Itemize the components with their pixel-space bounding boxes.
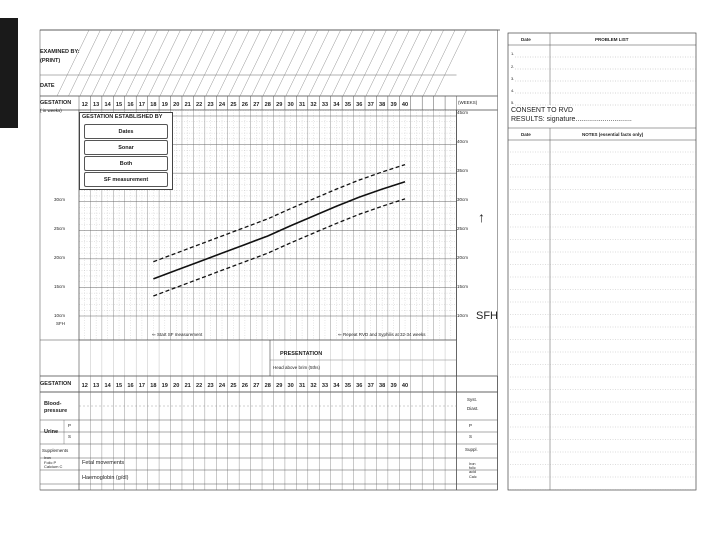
right-scale-30: 30cm bbox=[457, 197, 469, 202]
header-hatch bbox=[137, 30, 169, 96]
bottom-week-number: 31 bbox=[298, 383, 306, 389]
right-scale-25: 25cm bbox=[457, 226, 469, 231]
bottom-week-number: 29 bbox=[276, 383, 283, 389]
notes-date-header: Date bbox=[521, 132, 531, 137]
bottom-week-number: 25 bbox=[230, 383, 237, 389]
bottom-week-number: 37 bbox=[367, 383, 374, 389]
problem-5: 5. bbox=[511, 100, 515, 105]
right-bottom-legend: Iron folic acid Calc bbox=[469, 462, 477, 479]
header-hatch bbox=[57, 30, 89, 96]
header-hatch bbox=[309, 30, 341, 96]
urine-label: Urine bbox=[44, 429, 59, 435]
bottom-week-number: 15 bbox=[115, 383, 123, 389]
header-hatch bbox=[320, 30, 352, 96]
header-hatch bbox=[229, 30, 261, 96]
right-scale-45: 45cm bbox=[457, 110, 469, 115]
urine-s-right: S bbox=[469, 434, 473, 439]
consent-rvd: CONSENT TO RVD bbox=[511, 107, 574, 114]
diast-label: Diast. bbox=[467, 406, 479, 411]
header-hatch bbox=[389, 30, 421, 96]
header-hatch bbox=[149, 30, 181, 96]
presentation-sub: Head above brim (5ths) bbox=[273, 365, 321, 370]
week-number: 39 bbox=[390, 102, 397, 108]
week-number: 19 bbox=[161, 102, 168, 108]
header-hatch bbox=[68, 30, 100, 96]
bottom-week-number: 30 bbox=[287, 383, 294, 389]
week-number: 25 bbox=[230, 102, 237, 108]
urine-p-label: P bbox=[68, 423, 72, 428]
header-hatch bbox=[160, 30, 192, 96]
left-scale-20: 20cm bbox=[54, 255, 66, 260]
bottom-week-number: 28 bbox=[264, 383, 271, 389]
bottom-week-number: 12 bbox=[81, 383, 88, 389]
start-sf-note: ⇐ Start SF measurement bbox=[152, 332, 203, 337]
print-label: (PRINT) bbox=[40, 58, 61, 64]
notes-title: NOTES (essential facts only) bbox=[582, 132, 644, 137]
bottom-week-number: 40 bbox=[401, 383, 409, 389]
left-sfh: SFH bbox=[56, 321, 65, 326]
in-weeks-label: ( in weeks) bbox=[40, 108, 62, 113]
right-sfh: SFH bbox=[476, 310, 498, 322]
bottom-week-number: 19 bbox=[161, 383, 168, 389]
header-hatch bbox=[366, 30, 398, 96]
left-scale-15: 15cm bbox=[54, 284, 66, 289]
header-hatch bbox=[240, 30, 272, 96]
week-number: 32 bbox=[310, 102, 317, 108]
right-scale-20: 20cm bbox=[457, 255, 469, 260]
right-scale-15: 15cm bbox=[457, 284, 469, 289]
problem-list-title: PROBLEM LIST bbox=[595, 37, 629, 42]
option-sonar[interactable]: Sonar bbox=[84, 140, 168, 155]
header-hatch bbox=[435, 30, 467, 96]
header-hatch bbox=[274, 30, 306, 96]
header-hatch bbox=[206, 30, 238, 96]
bottom-week-number: 22 bbox=[196, 383, 203, 389]
header-hatch bbox=[400, 30, 432, 96]
right-scale-35: 35cm bbox=[457, 168, 469, 173]
repeat-rvd-text: Repeat RVD and Syphilis at 32-34 weeks bbox=[343, 332, 426, 337]
bottom-week-number: 36 bbox=[356, 383, 363, 389]
header-hatch bbox=[332, 30, 364, 96]
week-number: 38 bbox=[379, 102, 386, 108]
bottom-week-number: 35 bbox=[344, 383, 351, 389]
header-hatch bbox=[263, 30, 295, 96]
bottom-week-number: 16 bbox=[127, 383, 134, 389]
bottom-week-number: 32 bbox=[310, 383, 317, 389]
week-number: 24 bbox=[218, 102, 226, 108]
gestation-established-title: GESTATION ESTABLISHED BY bbox=[82, 114, 163, 120]
right-panel-frame bbox=[508, 33, 696, 490]
problem-2: 2. bbox=[511, 64, 515, 69]
sfh-up-arrow-icon: ↑ bbox=[478, 209, 485, 225]
fetal-movements-label: Fetal movements bbox=[82, 460, 125, 466]
haemoglobin-label: Haemoglobin (g/dl) bbox=[82, 475, 129, 481]
header-hatch bbox=[251, 30, 283, 96]
week-number: 35 bbox=[344, 102, 351, 108]
week-number: 30 bbox=[287, 102, 294, 108]
header-hatch bbox=[297, 30, 329, 96]
header-hatch bbox=[423, 30, 455, 96]
header-hatch bbox=[286, 30, 318, 96]
supplements-label: Supplements bbox=[42, 448, 69, 453]
bottom-week-number: 26 bbox=[241, 383, 248, 389]
header-hatch bbox=[80, 30, 112, 96]
header-hatch bbox=[91, 30, 123, 96]
header-hatch bbox=[114, 30, 146, 96]
supplement-items: Iron Folic P Calcium C bbox=[44, 455, 63, 470]
week-number: 22 bbox=[196, 102, 203, 108]
header-hatch bbox=[103, 30, 135, 96]
bottom-gestation-label: GESTATION bbox=[40, 381, 72, 387]
bottom-week-number: 24 bbox=[218, 383, 226, 389]
week-number: 16 bbox=[127, 102, 134, 108]
start-sf-text: Start SF measurement bbox=[157, 332, 203, 337]
week-number: 23 bbox=[207, 102, 214, 108]
week-number: 15 bbox=[115, 102, 123, 108]
week-number: 34 bbox=[333, 102, 340, 108]
date-label: DATE bbox=[40, 83, 55, 89]
bottom-week-number: 33 bbox=[321, 383, 329, 389]
week-number: 12 bbox=[81, 102, 88, 108]
gestation-label: GESTATION bbox=[40, 100, 72, 106]
bottom-week-number: 13 bbox=[93, 383, 100, 389]
left-scale-25: 25cm bbox=[54, 226, 66, 231]
week-number: 17 bbox=[138, 102, 146, 108]
results-signature-text: RESULTS: signature bbox=[511, 116, 576, 123]
bottom-week-number: 38 bbox=[379, 383, 386, 389]
left-scale-30: 30cm bbox=[54, 197, 66, 202]
option-sf-measurement[interactable]: SF measurement bbox=[84, 172, 168, 187]
bottom-week-number: 17 bbox=[138, 383, 146, 389]
bottom-week-number: 14 bbox=[104, 383, 111, 389]
right-scale-40: 40cm bbox=[457, 139, 469, 144]
weeks-right-label: (WEEKS) bbox=[458, 100, 478, 105]
header-hatch bbox=[126, 30, 158, 96]
bottom-week-number: 23 bbox=[207, 383, 214, 389]
left-scale-10: 10cm bbox=[54, 313, 66, 318]
form-frame bbox=[40, 30, 498, 490]
problem-3: 3. bbox=[511, 76, 515, 81]
week-number: 31 bbox=[298, 102, 306, 108]
problem-list-date-header: Date bbox=[521, 37, 531, 42]
results-signature: RESULTS: signature............................. bbox=[511, 116, 632, 123]
urine-p-right: P bbox=[469, 423, 473, 428]
week-number: 20 bbox=[173, 102, 180, 108]
bottom-week-number: 21 bbox=[184, 383, 191, 389]
week-number: 28 bbox=[264, 102, 271, 108]
header-hatch bbox=[412, 30, 444, 96]
urine-s-label: S bbox=[68, 434, 72, 439]
header-hatch bbox=[194, 30, 226, 96]
bottom-week-number: 34 bbox=[333, 383, 340, 389]
presentation-title: PRESENTATION bbox=[280, 351, 323, 357]
problem-4: 4. bbox=[511, 88, 515, 93]
header-hatch bbox=[343, 30, 375, 96]
option-dates[interactable]: Dates bbox=[84, 124, 168, 139]
bottom-week-number: 27 bbox=[253, 383, 260, 389]
week-number: 21 bbox=[184, 102, 191, 108]
bottom-week-number: 39 bbox=[390, 383, 397, 389]
repeat-rvd-note: ⇐ Repeat RVD and Syphilis at 32-34 weeks bbox=[338, 332, 426, 337]
week-number: 29 bbox=[276, 102, 283, 108]
week-number: 33 bbox=[321, 102, 329, 108]
blood-pressure-label: Blood- pressure bbox=[44, 401, 68, 415]
suppl-right-label: Suppl. bbox=[465, 447, 478, 452]
syst-label: Syst. bbox=[467, 397, 478, 402]
examined-by-label: EXAMINED BY: bbox=[40, 49, 80, 55]
header-hatch bbox=[377, 30, 409, 96]
right-scale-10: 10cm bbox=[457, 313, 469, 318]
header-hatch bbox=[171, 30, 203, 96]
header-hatch bbox=[183, 30, 215, 96]
bottom-week-number: 18 bbox=[150, 383, 157, 389]
week-number: 26 bbox=[241, 102, 248, 108]
option-both[interactable]: Both bbox=[84, 156, 168, 171]
week-number: 40 bbox=[401, 102, 409, 108]
week-number: 13 bbox=[93, 102, 100, 108]
week-number: 36 bbox=[356, 102, 363, 108]
week-number: 37 bbox=[367, 102, 374, 108]
problem-1: 1. bbox=[511, 51, 515, 56]
header-hatch bbox=[354, 30, 386, 96]
header-hatch bbox=[217, 30, 249, 96]
bottom-week-number: 20 bbox=[173, 383, 180, 389]
week-number: 27 bbox=[253, 102, 260, 108]
week-number: 18 bbox=[150, 102, 157, 108]
week-number: 14 bbox=[104, 102, 111, 108]
